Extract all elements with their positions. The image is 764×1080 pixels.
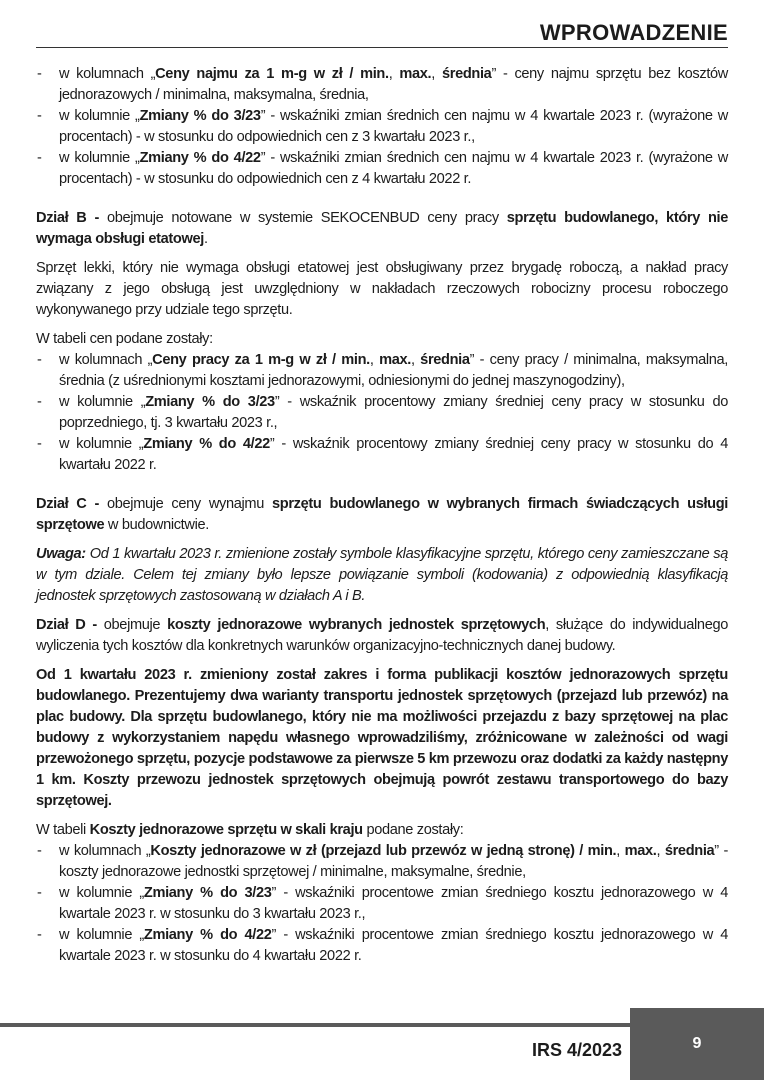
list-item: - w kolumnie „Zmiany % do 4/22” - wskaźniki zmian średnich cen najmu w 4 kwartale 2023 r. (wyrażone w procentach) - w stosunku do odpowiednich cen z 4 kwartału 2022 r. bbox=[37, 150, 728, 187]
list-item: - w kolumnach „Koszty jednorazowe w zł (przejazd lub przewóz w jedną stronę) / min., max., średnia” - koszty jednorazowe jednostki sprzętowej / minimalne, maksymalne, średnie, bbox=[37, 843, 728, 880]
section-title: WPROWADZENIE bbox=[539, 20, 728, 45]
list-item: - w kolumnie „Zmiany % do 4/22” - wskaźnik procentowy zmiany średniej ceny pracy w stosunku do 4 kwartału 2022 r. bbox=[37, 436, 728, 473]
list-item: - w kolumnie „Zmiany % do 3/23” - wskaźniki zmian średnich cen najmu w 4 kwartale 2023 r. (wyrażone w procentach) - w stosunku do odpowiednich cen z 3 kwartału 2023 r., bbox=[37, 108, 728, 145]
list-item: - w kolumnie „Zmiany % do 3/23” - wskaźnik procentowy zmiany średniej ceny pracy w stosunku do poprzedniego, tj. 3 kwartału 2023 r., bbox=[37, 394, 728, 431]
intro-list bbox=[36, 64, 728, 190]
b-list bbox=[36, 350, 728, 476]
dzial-c-paragraph: Dział C - obejmuje ceny wynajmu sprzętu budowlanego w wybranych firmach świadczących usługi sprzętowe w budownictwie. bbox=[36, 496, 728, 533]
page-number: 9 bbox=[692, 1035, 702, 1052]
header-divider bbox=[36, 47, 728, 48]
transport-change-notice: Od 1 kwartału 2023 r. zmieniony został zakres i forma publikacji kosztów jednorazowych sprzętu budowlanego. Prezentujemy dwa warianty transportu jednostek sprzętowych (przejazd lub przewóz) na plac budowy. Dla sprzętu budowlanego, który nie ma możliwości przejazdu z bazy sprzętowej na plac budowy z wykorzystaniem napędu własnego wprowadziliśmy, zróżnicowane w zależności od wagi przewożonego sprzętu, pozycje podstawowe za pierwsze 5 km przewozu oraz dodatki za każdy następny 1 km. Koszty przewozu jednostek sprzętowych obejmują powrót zestawu transportowego do bazy sprzętowej. bbox=[36, 667, 728, 809]
list-item: - w kolumnach „Ceny najmu za 1 m-g w zł / min., max., średnia” - ceny najmu sprzętu bez kosztów jednorazowych / minimalna, maksymalna, średnia, bbox=[37, 66, 728, 103]
uwaga-note: Uwaga: Od 1 kwartału 2023 r. zmienione zostały symbole klasyfikacyjne sprzętu, którego ceny zamieszczane są w tym dziale. Celem tej zmiany było lepsze powiązanie symboli (kodowania) z odpowiednią klasyfikacją jednostek sprzętowych zastosowaną w działach A i B. bbox=[36, 546, 728, 604]
tabela-d-intro: W tabeli Koszty jednorazowe sprzętu w skali kraju podane zostały: bbox=[36, 822, 464, 838]
page-content bbox=[36, 64, 728, 967]
d-list bbox=[36, 841, 728, 967]
tabela-b-intro: W tabeli cen podane zostały: bbox=[36, 331, 213, 347]
list-item: - w kolumnie „Zmiany % do 4/22” - wskaźniki procentowe zmian średniego kosztu jednorazowego w 4 kwartale 2023 r. w stosunku do 4 kwartału 2022 r. bbox=[37, 927, 728, 964]
dzial-b-paragraph: Dział B - obejmuje notowane w systemie SEKOCENBUD ceny pracy sprzętu budowlanego, który nie wymaga obsługi etatowej. bbox=[36, 210, 729, 247]
list-item: - w kolumnach „Ceny pracy za 1 m-g w zł / min., max., średnia” - ceny pracy / minimalna, maksymalna, średnia (z uśrednionymi kosztami jednorazowymi, odniesionymi do jednej maszynogodziny), bbox=[37, 352, 728, 389]
dzial-d-paragraph: Dział D - obejmuje koszty jednorazowe wybranych jednostek sprzętowych, służące do indywidualnego wyliczenia tych kosztów dla konkretnych warunków organizacyjno-technicznych danej budowy. bbox=[36, 617, 728, 654]
dzial-b-description: Sprzęt lekki, który nie wymaga obsługi etatowej jest obsługiwany przez brygadę roboczą, a nakład pracy związany z jego obsługą jest uwzględniony w nakładach rzeczowych robocizny procesu roboczego wykonywanego przy udziale tego sprzętu. bbox=[36, 260, 728, 318]
list-item: - w kolumnie „Zmiany % do 3/23” - wskaźniki procentowe zmian średniego kosztu jednorazowego w 4 kwartale 2023 r. w stosunku do 3 kwartału 2023 r., bbox=[37, 885, 728, 922]
publication-label: IRS 4/2023 bbox=[531, 1040, 622, 1060]
